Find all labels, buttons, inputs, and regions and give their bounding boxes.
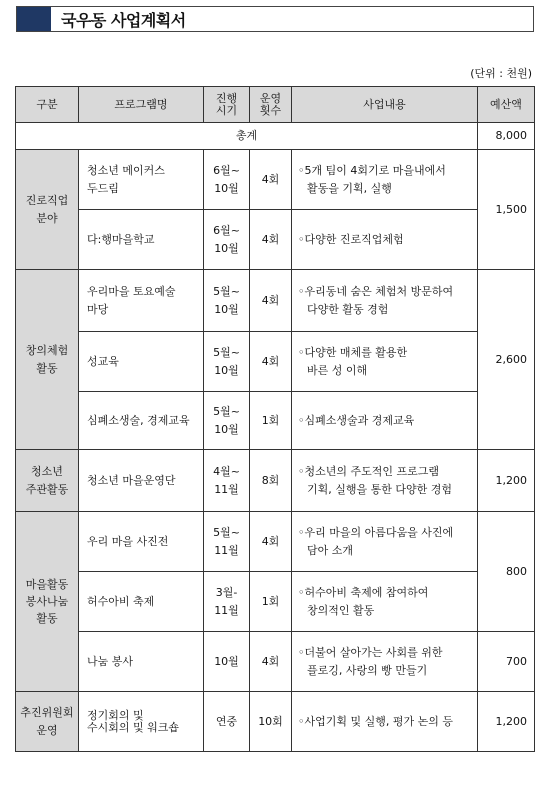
table-row — [16, 150, 535, 210]
period-cell: 5월~ 11월 — [204, 512, 250, 572]
period-cell: 5월~ 10월 — [204, 332, 250, 392]
plan-table — [15, 86, 535, 752]
header-period-line2: 시기 — [215, 103, 238, 117]
title-bar — [16, 6, 534, 32]
title-accent-block — [17, 7, 51, 31]
total-budget: 8,000 — [478, 123, 535, 150]
count-cell: 1회 — [250, 392, 292, 450]
header-period — [204, 87, 250, 123]
header-program: 프로그램명 — [79, 87, 204, 123]
budget-cell: 800 — [478, 512, 535, 632]
content-cell: ◦심폐소생술과 경제교육 — [292, 392, 478, 450]
header-content: 사업내용 — [292, 87, 478, 123]
count-cell: 4회 — [250, 150, 292, 210]
count-cell: 4회 — [250, 332, 292, 392]
content-cell: ◦다양한 매체를 활용한 바른 성 이해 — [292, 332, 478, 392]
total-row — [16, 123, 535, 150]
program-cell: 정기회의 및 수시회의 및 워크숍 — [79, 692, 204, 752]
count-cell: 10회 — [250, 692, 292, 752]
table-row — [16, 632, 535, 692]
content-cell: ◦다양한 진로직업체험 — [292, 210, 478, 270]
header-budget: 예산액 — [478, 87, 535, 123]
count-cell: 1회 — [250, 572, 292, 632]
program-cell: 심폐소생술, 경제교육 — [79, 392, 204, 450]
table-row — [16, 392, 535, 450]
program-cell: 성교육 — [79, 332, 204, 392]
unit-note: (단위 : 천원) — [470, 67, 532, 80]
program-cell: 우리마을 토요예술 마당 — [79, 270, 204, 332]
table-row — [16, 450, 535, 512]
header-count-line1: 운영 — [259, 91, 282, 105]
category-cell: 마을활동 봉사나눔 활동 — [16, 512, 79, 692]
period-cell: 10월 — [204, 632, 250, 692]
header-category: 구분 — [16, 87, 79, 123]
budget-cell: 1,200 — [478, 450, 535, 512]
content-cell: ◦허수아비 축제에 참여하여 창의적인 활동 — [292, 572, 478, 632]
table-row — [16, 512, 535, 572]
table-row — [16, 270, 535, 332]
category-cell: 청소년 주관활동 — [16, 450, 79, 512]
header-row — [16, 87, 535, 123]
period-cell: 6월~ 10월 — [204, 210, 250, 270]
period-cell: 연중 — [204, 692, 250, 752]
period-cell: 5월~ 10월 — [204, 392, 250, 450]
table-row — [16, 692, 535, 752]
content-cell: ◦우리동네 숨은 체험처 방문하여 다양한 활동 경험 — [292, 270, 478, 332]
program-cell: 다:행마을학교 — [79, 210, 204, 270]
header-period-line1: 진행 — [215, 91, 238, 105]
budget-cell: 2,600 — [478, 270, 535, 450]
period-cell: 4월~ 11월 — [204, 450, 250, 512]
period-cell: 5월~ 10월 — [204, 270, 250, 332]
header-count — [250, 87, 292, 123]
category-cell: 추진위원회 운영 — [16, 692, 79, 752]
total-label: 총계 — [16, 123, 478, 150]
program-cell: 우리 마을 사진전 — [79, 512, 204, 572]
budget-cell: 1,200 — [478, 692, 535, 752]
program-cell: 나눔 봉사 — [79, 632, 204, 692]
period-cell: 6월~ 10월 — [204, 150, 250, 210]
table-row — [16, 210, 535, 270]
budget-cell: 700 — [478, 632, 535, 692]
program-cell: 청소년 메이커스 두드림 — [79, 150, 204, 210]
content-cell: ◦사업기획 및 실행, 평가 논의 등 — [292, 692, 478, 752]
count-cell: 4회 — [250, 512, 292, 572]
count-cell: 4회 — [250, 270, 292, 332]
table-row — [16, 572, 535, 632]
count-cell: 4회 — [250, 632, 292, 692]
page-title: 국우동 사업계획서 — [61, 10, 186, 30]
content-cell: ◦더불어 살아가는 사회를 위한 플로깅, 사랑의 빵 만들기 — [292, 632, 478, 692]
program-cell: 청소년 마을운영단 — [79, 450, 204, 512]
category-cell: 창의체험 활동 — [16, 270, 79, 450]
content-cell: ◦5개 팀이 4회기로 마을내에서 활동을 기획, 실행 — [292, 150, 478, 210]
table-row — [16, 332, 535, 392]
content-cell: ◦우리 마을의 아름다움을 사진에 담아 소개 — [292, 512, 478, 572]
period-cell: 3월- 11월 — [204, 572, 250, 632]
budget-cell: 1,500 — [478, 150, 535, 270]
count-cell: 8회 — [250, 450, 292, 512]
program-cell: 허수아비 축제 — [79, 572, 204, 632]
category-cell: 진로직업 분야 — [16, 150, 79, 270]
content-cell: ◦청소년의 주도적인 프로그램 기획, 실행을 통한 다양한 경험 — [292, 450, 478, 512]
header-count-line2: 횟수 — [259, 103, 282, 117]
count-cell: 4회 — [250, 210, 292, 270]
